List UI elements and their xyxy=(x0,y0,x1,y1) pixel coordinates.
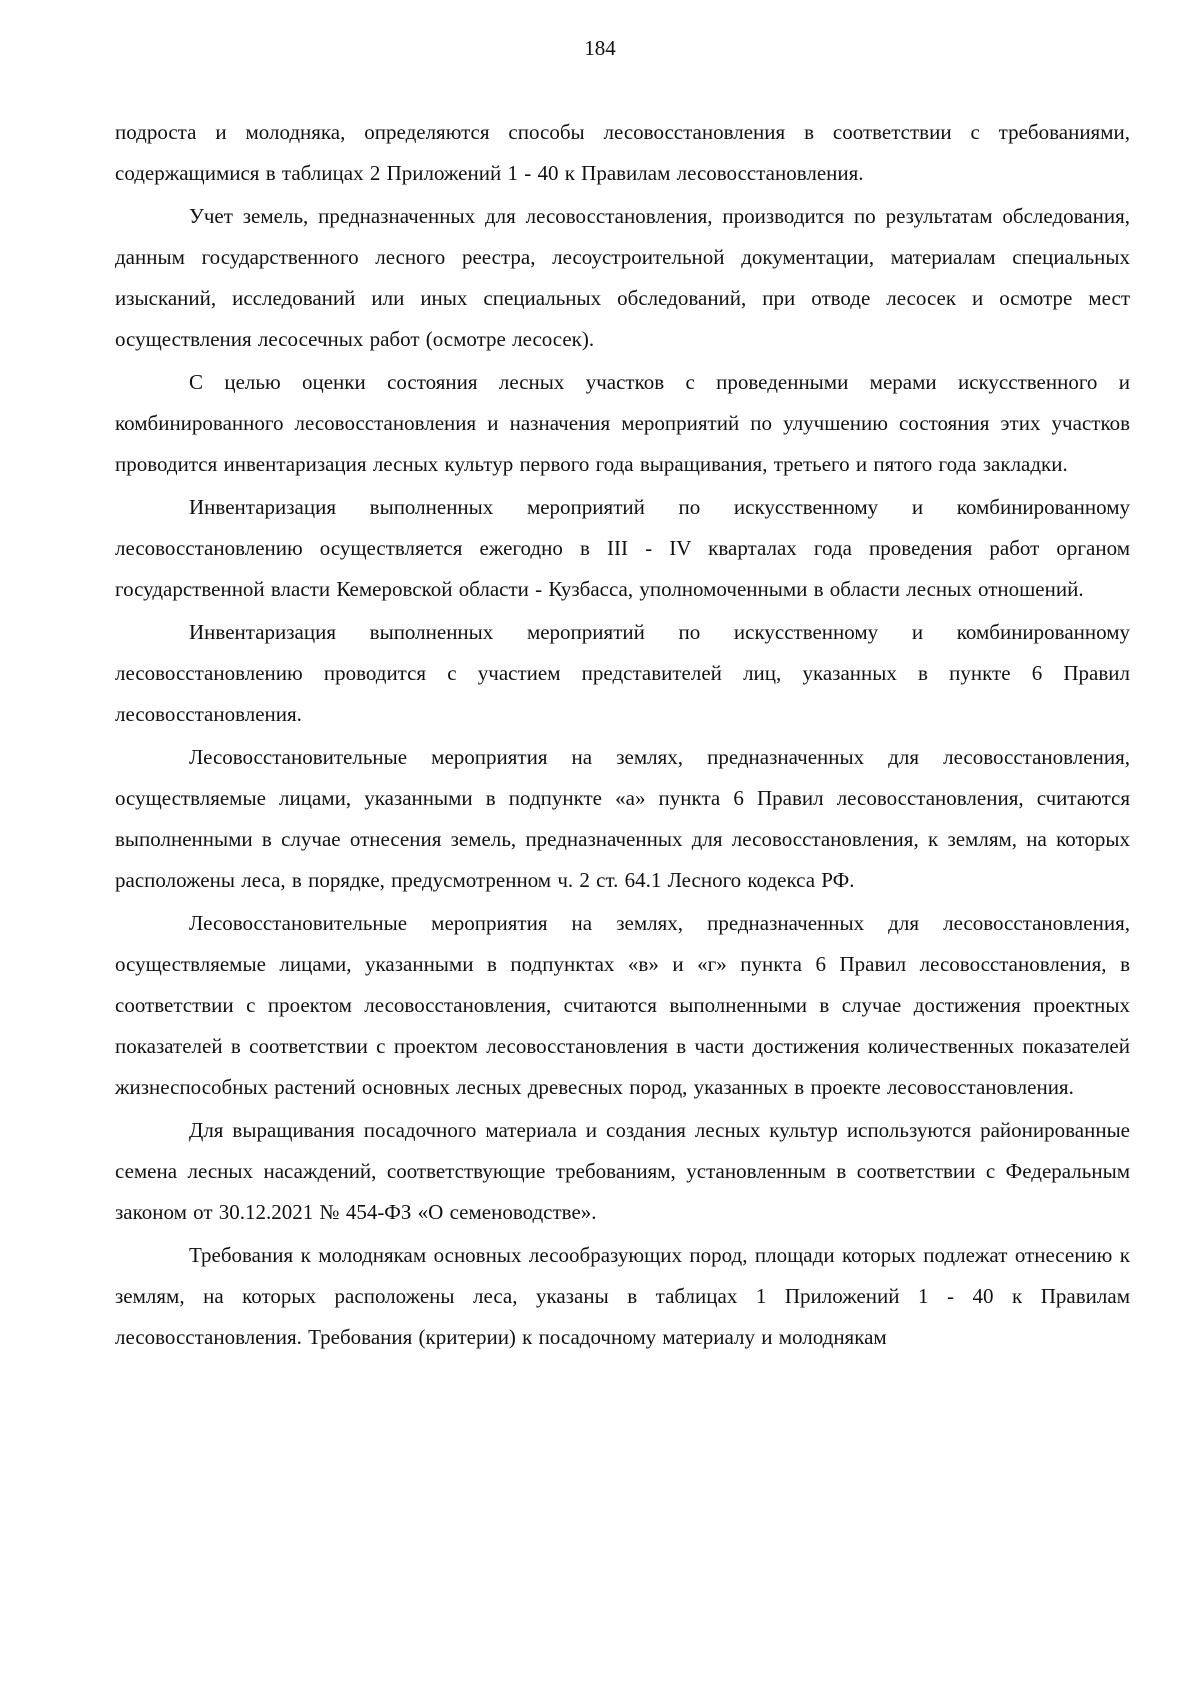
paragraph-land-accounting: Учет земель, предназначенных для лесовосстановления, производится по результатам обследования, данным государственного лесного реестра, лесоустроительной документации, материалам специальных изысканий, исследований или иных специальных обследований, при отводе лесосек и осмотре мест осуществления лесосечных работ (осмотре лесосек). xyxy=(115,204,1130,351)
paragraph-plot-assessment: С целью оценки состояния лесных участков с проведенными мерами искусственного и комбинированного лесовосстановления и назначения мероприятий по улучшению состояния этих участков проводится инвентаризация лесных культур первого года выращивания, третьего и пятого года закладки. xyxy=(115,370,1130,476)
paragraph-inventory-schedule: Инвентаризация выполненных мероприятий по искусственному и комбинированному лесовосстановлению осуществляется ежегодно в III - IV кварталах года проведения работ органом государственной власти Кемеровской области - Кузбасса, уполномоченными в области лесных отношений. xyxy=(115,495,1130,601)
page-number: 184 xyxy=(584,36,616,60)
paragraph-young-stand-requirements: Требования к молоднякам основных лесообразующих пород, площади которых подлежат отнесению к землям, на которых расположены леса, указаны в таблицах 1 Приложений 1 - 40 к Правилам лесовосстановления. Требования (критерии) к посадочному материалу и молоднякам xyxy=(115,1243,1130,1349)
paragraph-inventory-participants: Инвентаризация выполненных мероприятий по искусственному и комбинированному лесовосстановлению проводится с участием представителей лиц, указанных в пункте 6 Правил лесовосстановления. xyxy=(115,620,1130,726)
paragraph-measures-subpoints-v-g: Лесовосстановительные мероприятия на землях, предназначенных для лесовосстановления, осуществляемые лицами, указанными в подпунктах «в» и «г» пункта 6 Правил лесовосстановления, в соответствии с проектом лесовосстановления, считаются выполненными в случае достижения проектных показателей в соответствии с проектом лесовосстановления в части достижения количественных показателей жизнеспособных растений основных лесных древесных пород, указанных в проекте лесовосстановления. xyxy=(115,911,1130,1099)
paragraph-measures-subpoint-a: Лесовосстановительные мероприятия на землях, предназначенных для лесовосстановления, осуществляемые лицами, указанными в подпункте «а» пункта 6 Правил лесовосстановления, считаются выполненными в случае отнесения земель, предназначенных для лесовосстановления, к землям, на которых расположены леса, в порядке, предусмотренном ч. 2 ст. 64.1 Лесного кодекса РФ. xyxy=(115,745,1130,892)
paragraph-continued: подроста и молодняка, определяются способы лесовосстановления в соответствии с требованиями, содержащимися в таблицах 2 Приложений 1 - 40 к Правилам лесовосстановления. xyxy=(115,120,1130,185)
document-body xyxy=(115,112,1130,1360)
paragraph-seed-requirements: Для выращивания посадочного материала и создания лесных культур используются районированные семена лесных насаждений, соответствующие требованиям, установленным в соответствии с Федеральным законом от 30.12.2021 № 454-ФЗ «О семеноводстве». xyxy=(115,1118,1130,1224)
